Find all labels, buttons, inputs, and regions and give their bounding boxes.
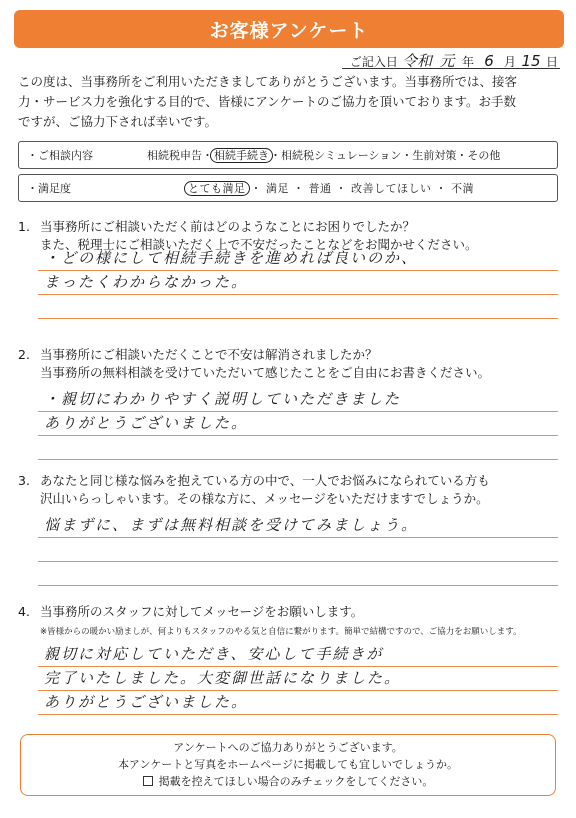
consult-label: ・ご相談内容: [27, 149, 93, 162]
satisfaction-label: ・満足度: [27, 182, 71, 195]
answer-line: [38, 388, 558, 412]
consult-type-box: [18, 141, 558, 169]
date-day-unit: 日: [545, 55, 558, 69]
answer-line: [38, 514, 558, 538]
question-number: 2.: [18, 347, 30, 362]
consent-box: [20, 734, 556, 796]
question-number: 3.: [18, 473, 30, 488]
satisfaction-option-selected[interactable]: とても満足: [184, 181, 250, 196]
answer-1[interactable]: [38, 247, 558, 319]
consult-option[interactable]: ・相続税シミュレーション・生前対策・その他: [270, 149, 501, 162]
answer-line: [38, 667, 558, 691]
intro-text: [18, 72, 558, 132]
question-4-note: ※皆様からの暖かい励ましが、何よりもスタッフのやる気と自信に繋がります。簡単で結構ですので、ご協力をお願いします。: [40, 627, 522, 637]
question-3: [18, 472, 563, 508]
answer-line: [38, 295, 558, 319]
footer-thanks: アンケートへのご協力ありがとうございます。: [173, 741, 403, 754]
question-text: 当事務所にご相談いただくことで不安は解消されましたか？: [40, 347, 378, 362]
question-number: 4.: [18, 604, 30, 619]
consent-row: [21, 773, 555, 790]
question-text: 当事務所のスタッフに対してメッセージをお願いします。: [40, 604, 364, 619]
handwritten-answer: まったくわからなかった。: [44, 273, 249, 291]
satisfaction-option[interactable]: ・ 満足 ・ 普通 ・ 改善してほしい ・ 不満: [250, 182, 474, 195]
answer-2[interactable]: [38, 388, 558, 460]
consent-checkbox[interactable]: [143, 776, 153, 786]
answer-line: [38, 562, 558, 586]
satisfaction-options: [187, 180, 474, 196]
answer-line: [38, 691, 558, 715]
consult-option[interactable]: 相続税申告・: [147, 149, 213, 162]
page-title: お客様アンケート: [209, 19, 369, 42]
question-text: 当事務所の無料相談を受けていただいて感じたことをご自由にお書きください。: [40, 365, 491, 380]
answer-line: [38, 538, 558, 562]
date-month: 6: [484, 52, 494, 70]
handwritten-answer: 悩まずに、まずは無料相談を受けてみましょう。: [44, 516, 419, 534]
satisfaction-box: [18, 174, 558, 202]
answer-3[interactable]: [38, 514, 558, 586]
consult-option-selected[interactable]: 相続手続き: [210, 148, 273, 163]
date-year-unit: 年: [461, 55, 474, 69]
date-era: 令和: [401, 52, 432, 70]
question-2: [18, 346, 563, 382]
date-year: 元: [439, 52, 455, 70]
handwritten-answer: ・どの様にして相続手続きを進めれば良いのか、: [44, 249, 419, 267]
date-underline: [342, 68, 560, 69]
question-4: [18, 603, 563, 621]
question-number: 1.: [18, 219, 30, 234]
question-text: また、税理士にご相談いただく上で不安だったことなどをお聞かせください。: [40, 237, 478, 252]
footer-question: 本アンケートと写真をホームページに掲載しても宜しいでしょうか。: [117, 758, 459, 771]
handwritten-answer: ありがとうございました。: [44, 414, 249, 432]
handwritten-answer: 完了いたしました。大変御世話になりました。: [44, 669, 402, 687]
date-label: ご記入日: [349, 55, 398, 69]
intro-line: 力・サービス力を強化する目的で、皆様にアンケートのご協力を頂いております。お手数: [18, 94, 517, 109]
answer-line: [38, 271, 558, 295]
intro-line: この度は、当事務所をご利用いただきましてありがとうございます。当事務所では、接客: [18, 74, 518, 89]
handwritten-answer: 親切に対応していただき、安心して手続きが: [44, 645, 384, 663]
answer-4[interactable]: [38, 643, 558, 715]
title-banner: [14, 10, 564, 48]
answer-line: [38, 643, 558, 667]
answer-line: [38, 412, 558, 436]
question-text: あなたと同じ様な悩みを抱えている方の中で、一人でお悩みになられている方も: [40, 473, 490, 488]
answer-line: [38, 436, 558, 460]
date-day: 15: [521, 52, 541, 70]
answer-line: [38, 247, 558, 271]
consult-options: [147, 147, 500, 163]
handwritten-answer: ・親切にわかりやすく説明していただきました: [44, 390, 402, 408]
date-month-unit: 月: [503, 55, 516, 69]
question-text: 当事務所にご相談いただく前はどのようなことにお困りでしたか？: [40, 219, 416, 234]
question-text: 沢山いらっしゃいます。その様な方に、メッセージをいただけますでしょうか。: [40, 491, 489, 506]
intro-line: ですが、ご協力下されば幸いです。: [18, 114, 218, 129]
handwritten-answer: ありがとうございました。: [44, 693, 249, 711]
consent-label: 掲載を控えてほしい場合のみチェックをしてください。: [158, 775, 434, 788]
